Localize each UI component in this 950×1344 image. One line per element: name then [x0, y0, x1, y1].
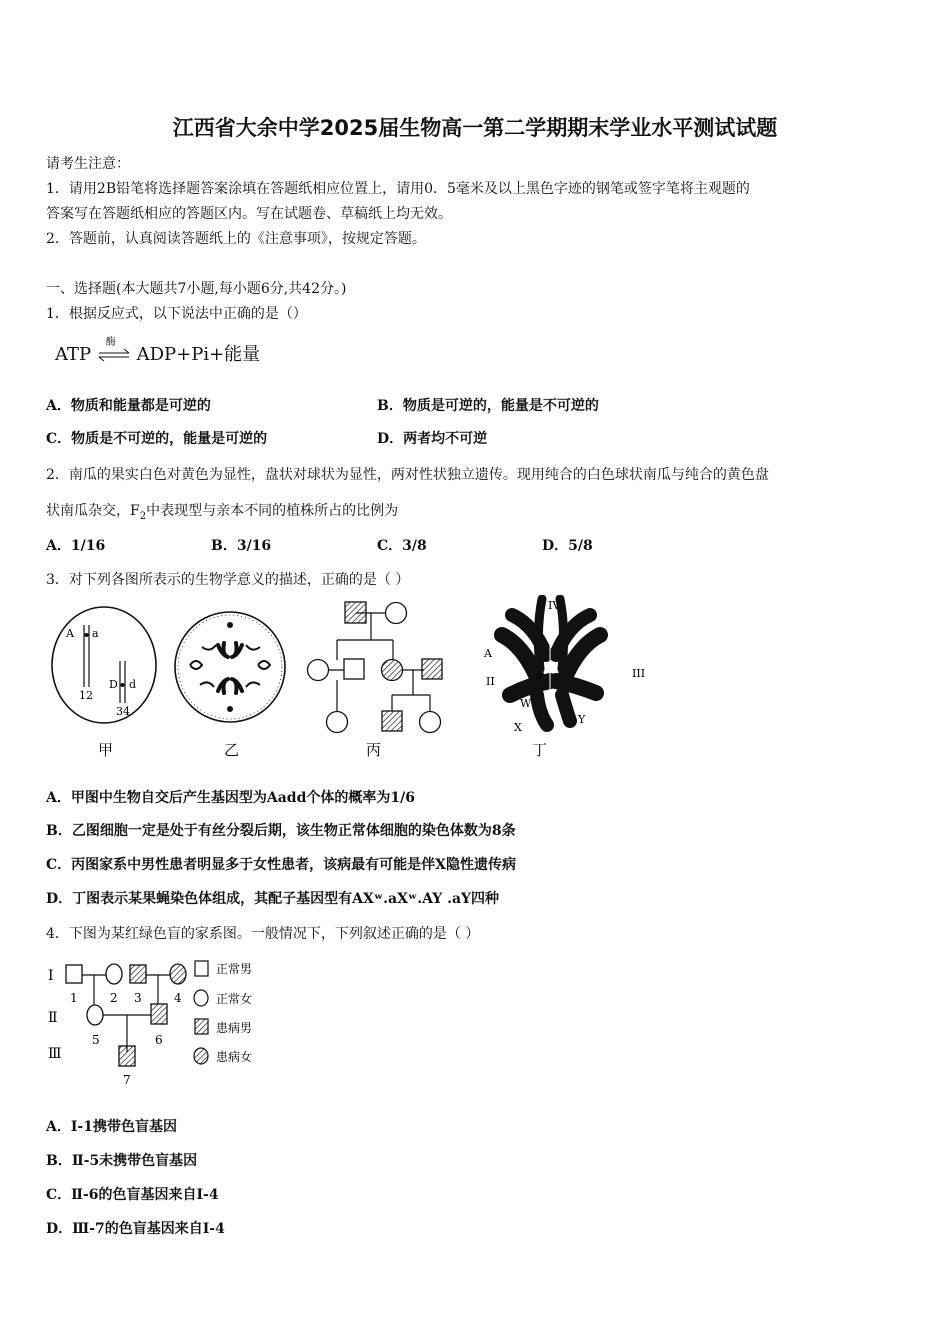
q2-stem-part1: 状南瓜杂交，F: [46, 503, 140, 519]
q3-stem: 3．对下列各图所表示的生物学意义的描述，正确的是（ ）: [46, 572, 410, 588]
section-heading: 一、选择题(本大题共7小题,每小题6分,共42分。): [46, 281, 347, 297]
generation-III: Ⅲ: [48, 1046, 62, 1062]
q3-option-a[interactable]: A．甲图中生物自交后产生基因型为Aadd个体的概率为1/6: [46, 790, 415, 806]
q2-option-d[interactable]: D．5/8: [542, 538, 593, 554]
jia-label-a: a: [92, 627, 99, 640]
q1-option-a[interactable]: A．物质和能量都是可逆的: [46, 398, 211, 414]
figure-label-bing: 丙: [366, 741, 382, 759]
notice-line-1a: 1．请用2B铅笔将选择题答案涂填在答题纸相应位置上，请用0．5毫米及以上黑色字迹的钢笔或签字笔将主观题的: [46, 181, 750, 197]
color-blindness-pedigree: [40, 952, 270, 1092]
q4-option-b[interactable]: B．Ⅱ-5未携带色盲基因: [46, 1153, 198, 1169]
figure-yi: [175, 612, 285, 759]
q2-option-b[interactable]: B．3/16: [211, 538, 272, 554]
legend-normal-male: 正常男: [216, 962, 253, 976]
figure-label-jia: 甲: [98, 741, 114, 759]
notice-line-1b: 答案写在答题纸相应的答题区内。写在试题卷、草稿纸上均无效。: [46, 206, 452, 222]
q1-option-c[interactable]: C．物质是不可逆的，能量是可逆的: [46, 431, 268, 447]
ding-label-Y: Y: [578, 713, 586, 726]
figure-label-yi: 乙: [224, 741, 240, 759]
legend-sick-female-symbol: [194, 1048, 208, 1064]
reaction-equation: [55, 337, 261, 374]
q2-stem-part2: 中表现型与亲本不同的植株所占的比例为: [146, 503, 399, 519]
jia-label-A: A: [66, 627, 74, 640]
ind-1: 1: [70, 991, 78, 1005]
q2-stem-line2: [46, 500, 398, 522]
ind-3: 3: [134, 991, 142, 1005]
notice-line-2: 2．答题前，认真阅读答题纸上的《注意事项》，按规定答题。: [46, 231, 426, 247]
figure-bing: [308, 602, 443, 759]
ding-label-II-left: II: [486, 675, 495, 688]
ding-label-X: X: [514, 721, 522, 734]
jia-label-d: d: [129, 678, 137, 691]
legend-normal-female: 正常女: [216, 992, 253, 1006]
eq-left: ATP: [55, 344, 92, 365]
enzyme-label: 酶: [105, 337, 116, 348]
notice-heading: 请考生注意：: [46, 156, 130, 172]
q2-option-a[interactable]: A．1/16: [46, 538, 106, 554]
eq-right: ADP+Pi+能量: [136, 344, 261, 365]
ind-5: 5: [92, 1033, 100, 1047]
q4-option-d[interactable]: D．Ⅲ-7的色盲基因来自Ⅰ-4: [46, 1221, 225, 1237]
page-title: 江西省大余中学2025届生物高一第二学期期末学业水平测试试题: [172, 116, 778, 140]
ding-label-a: a: [536, 669, 543, 682]
q1-stem: 1．根据反应式，以下说法中正确的是（）: [46, 306, 307, 322]
legend-sick-male-symbol: [195, 1019, 208, 1034]
q4-stem: 4．下图为某红绿色盲的家系图。一般情况下，下列叙述正确的是（ ）: [46, 926, 480, 942]
ind-4: 4: [174, 991, 182, 1005]
q3-option-b[interactable]: B．乙图细胞一定是处于有丝分裂后期，该生物正常体细胞的染色体数为8条: [46, 823, 516, 839]
ding-label-III-right: III: [632, 667, 646, 680]
reversible-arrow: [97, 337, 131, 365]
ind-7: 7: [123, 1073, 131, 1087]
q3-option-d[interactable]: D．丁图表示某果蝇染色体组成，其配子基因型有AXʷ.aXʷ.AY .aY四种: [46, 891, 500, 907]
ding-label-W: W: [520, 697, 532, 710]
figure-label-ding: 丁: [532, 741, 548, 759]
legend-sick-female: 患病女: [216, 1050, 253, 1064]
legend-normal-male-symbol: [195, 961, 208, 976]
q4-option-c[interactable]: C．Ⅱ-6的色盲基因来自Ⅰ-4: [46, 1187, 219, 1203]
ding-label-IV: IV: [548, 599, 561, 612]
generation-I: Ⅰ: [48, 968, 54, 984]
legend-normal-female-symbol: [194, 990, 208, 1006]
q1-option-b[interactable]: B．物质是可逆的，能量是不可逆的: [377, 398, 599, 414]
ind-6: 6: [155, 1033, 163, 1047]
q3-option-c[interactable]: C．丙图家系中男性患者明显多于女性患者，该病最有可能是伴X隐性遗传病: [46, 857, 517, 873]
ind-2: 2: [110, 991, 118, 1005]
jia-label-34: 34: [116, 705, 130, 718]
q3-figures: [40, 595, 660, 765]
figure-ding: [483, 599, 645, 759]
figure-jia: [52, 607, 156, 759]
q2-stem-line1: 2．南瓜的果实白色对黄色为显性，盘状对球状为显性，两对性状独立遗传。现用纯合的白色球状南瓜与纯合的黄色盘: [46, 467, 769, 483]
jia-label-12: 12: [79, 689, 93, 702]
q1-option-d[interactable]: D．两者均不可逆: [377, 431, 488, 447]
q4-option-a[interactable]: A．Ⅰ-1携带色盲基因: [46, 1119, 177, 1135]
legend-sick-male: 患病男: [216, 1021, 253, 1035]
ding-label-A: A: [484, 647, 492, 660]
q2-subscript: 2: [139, 510, 147, 522]
generation-II: Ⅱ: [48, 1010, 58, 1026]
q2-option-c[interactable]: C．3/8: [377, 538, 427, 554]
jia-label-D: D: [109, 678, 118, 691]
